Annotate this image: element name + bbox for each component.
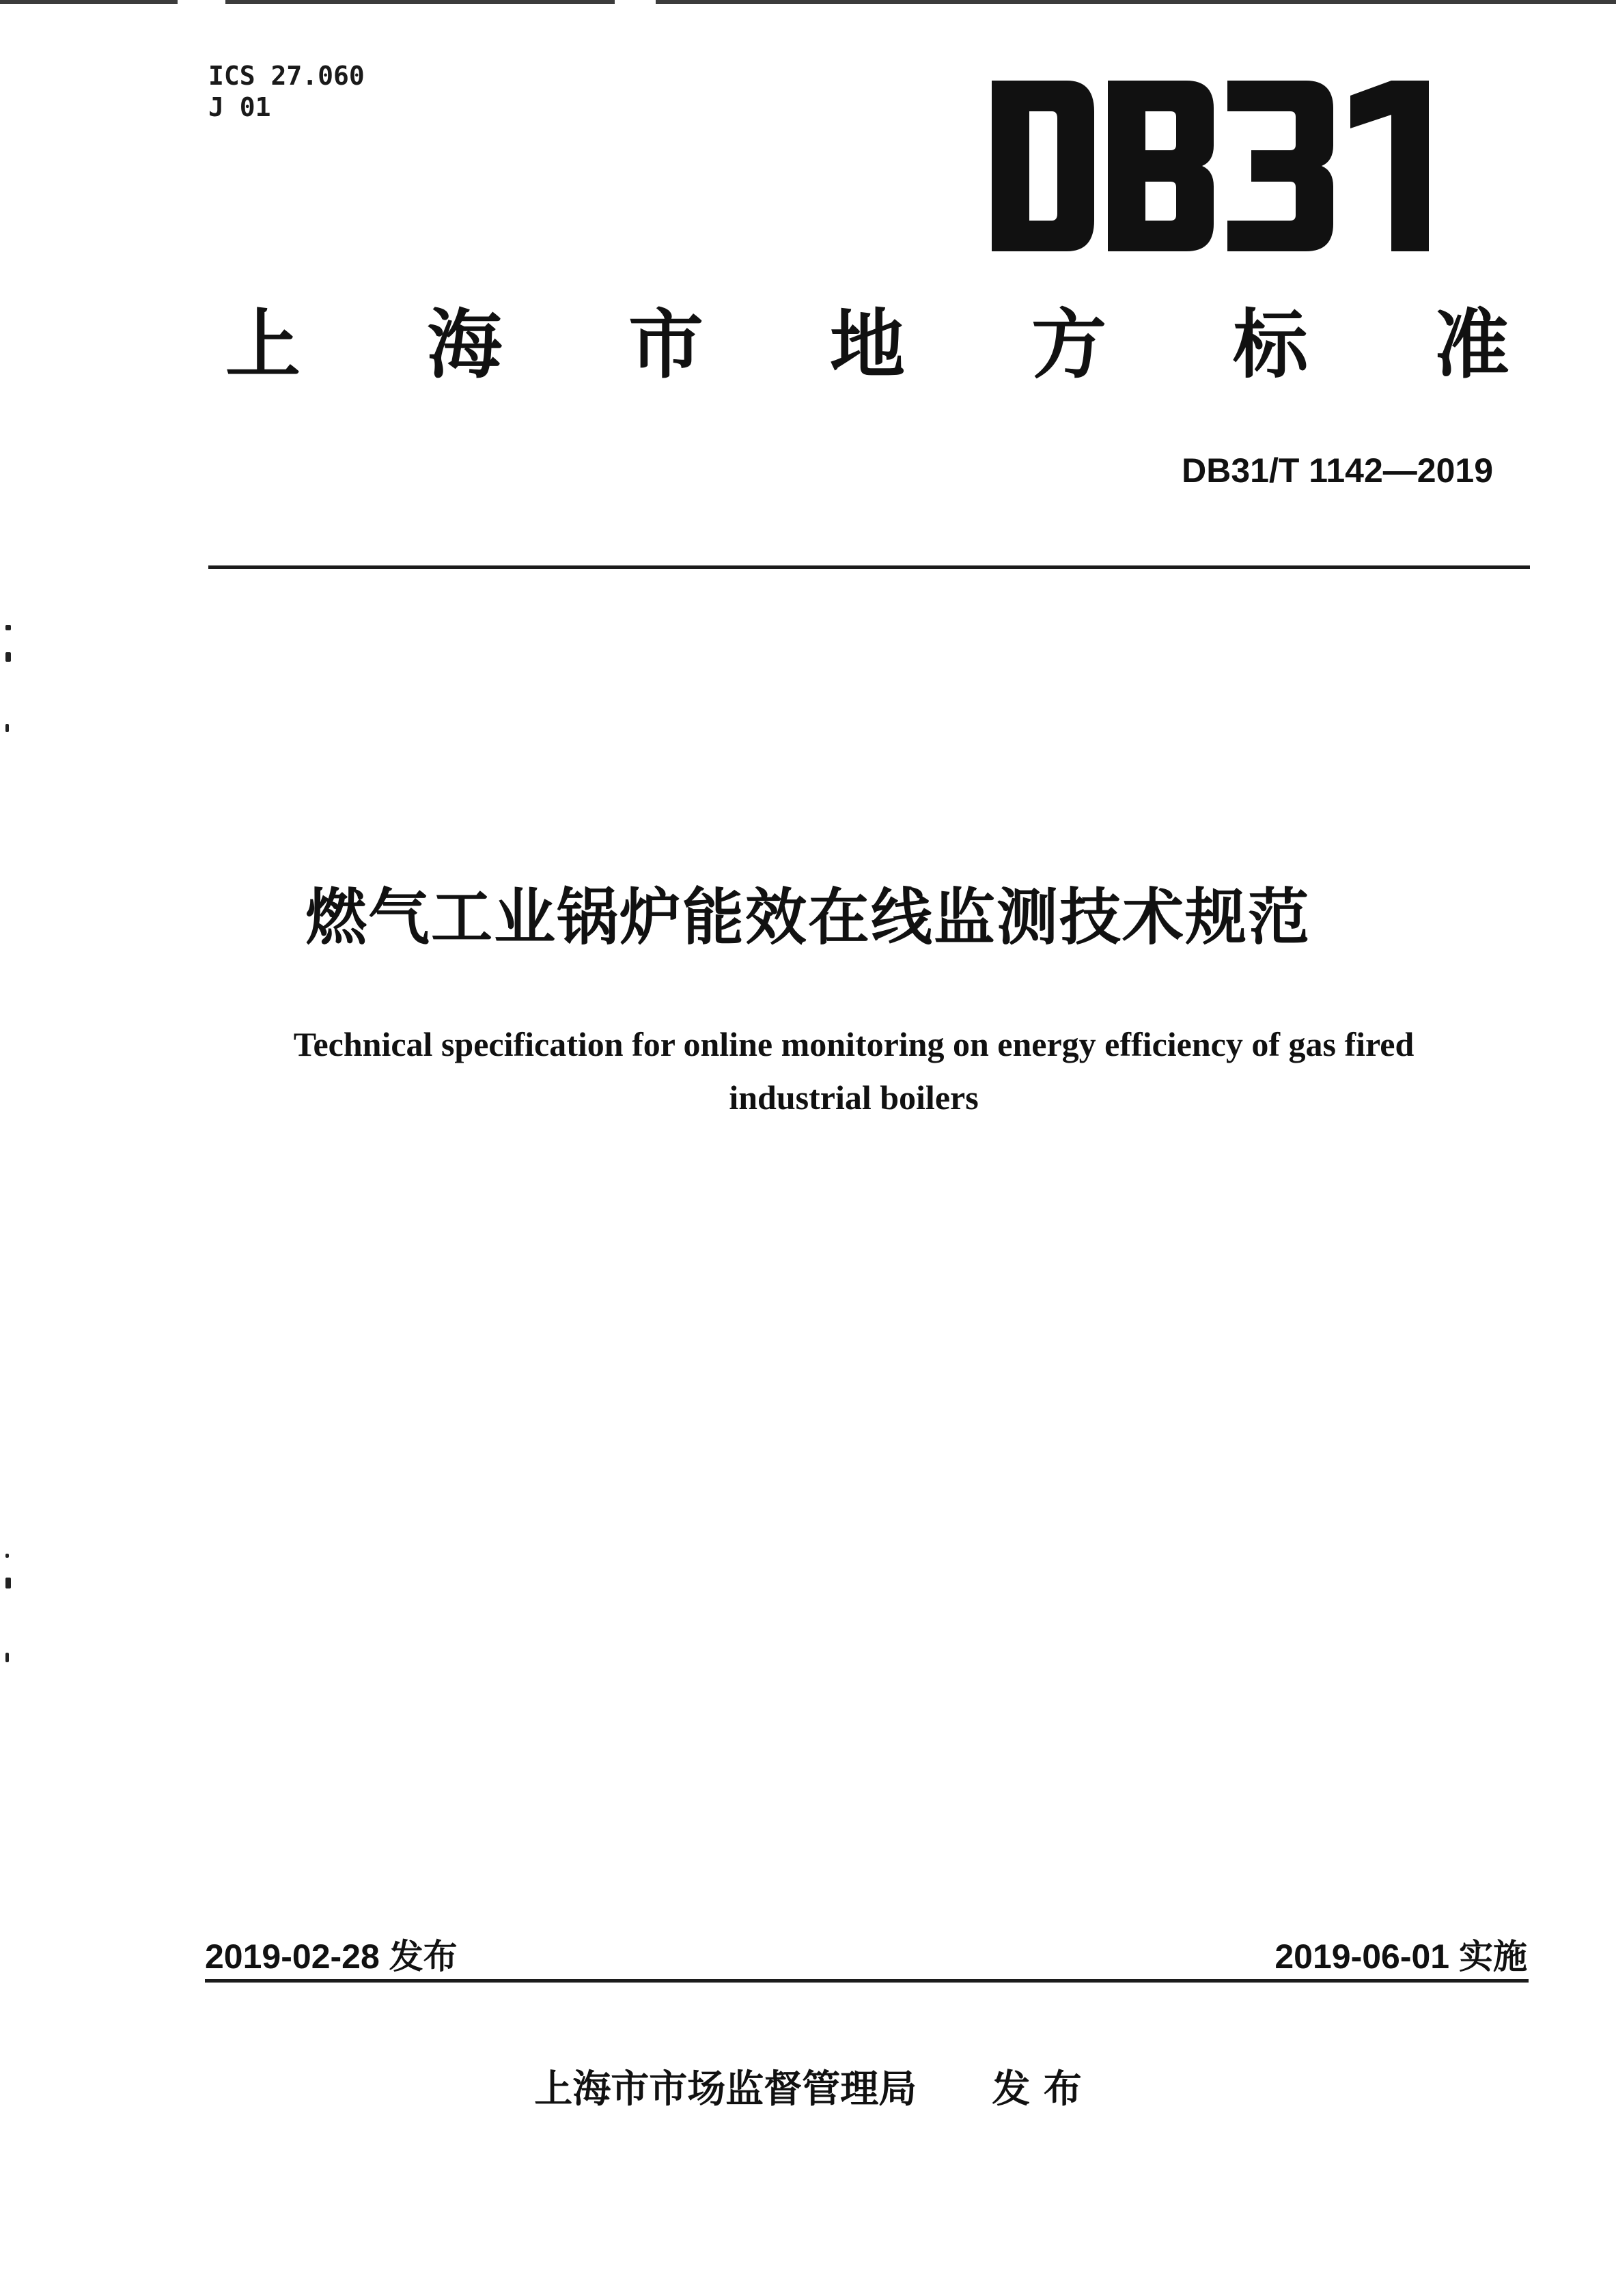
standard-type-char: 海: [427, 301, 502, 389]
standard-type-char: 上: [225, 301, 301, 389]
standard-type-char: 方: [1031, 301, 1106, 389]
ccs-code: J 01: [208, 92, 271, 122]
scan-top-edge: [0, 0, 1616, 4]
publisher-action: 发 布: [992, 2067, 1082, 2112]
implementation-date: 2019-06-01 实施: [1274, 1937, 1527, 1976]
issue-date: 2019-02-28 发布: [205, 1937, 458, 1976]
standard-type-char: 准: [1434, 301, 1509, 389]
publisher-name: 上海市市场监督管理局: [534, 2067, 917, 2112]
title-english-line: Technical specification for online monitoring on energy efficiency of gas fired: [293, 1025, 1415, 1063]
standard-type-char: 地: [830, 301, 905, 389]
title-english: [205, 1018, 1503, 1124]
binding-hole-mark: [5, 1554, 9, 1558]
standard-type-char: 标: [1233, 301, 1308, 389]
db31-logo: [992, 81, 1443, 251]
publisher-line: [0, 2059, 1616, 2114]
binding-hole-mark: [5, 1653, 9, 1662]
title-english-line: industrial boilers: [729, 1078, 979, 1117]
binding-hole-mark: [5, 1578, 11, 1588]
classification-codes: [208, 60, 365, 123]
binding-hole-mark: [5, 724, 9, 732]
binding-hole-mark: [5, 625, 11, 630]
footer-divider: [205, 1979, 1529, 1983]
standard-type-char: 市: [628, 301, 703, 389]
binding-hole-mark: [5, 652, 11, 662]
standard-number: DB31/T 1142—2019: [1182, 451, 1493, 490]
title-chinese: 燃气工业锅炉能效在线监测技术规范: [305, 882, 1311, 953]
standard-type-heading: [225, 300, 1509, 389]
ics-code: ICS 27.060: [208, 61, 365, 91]
header-divider: [208, 565, 1530, 569]
